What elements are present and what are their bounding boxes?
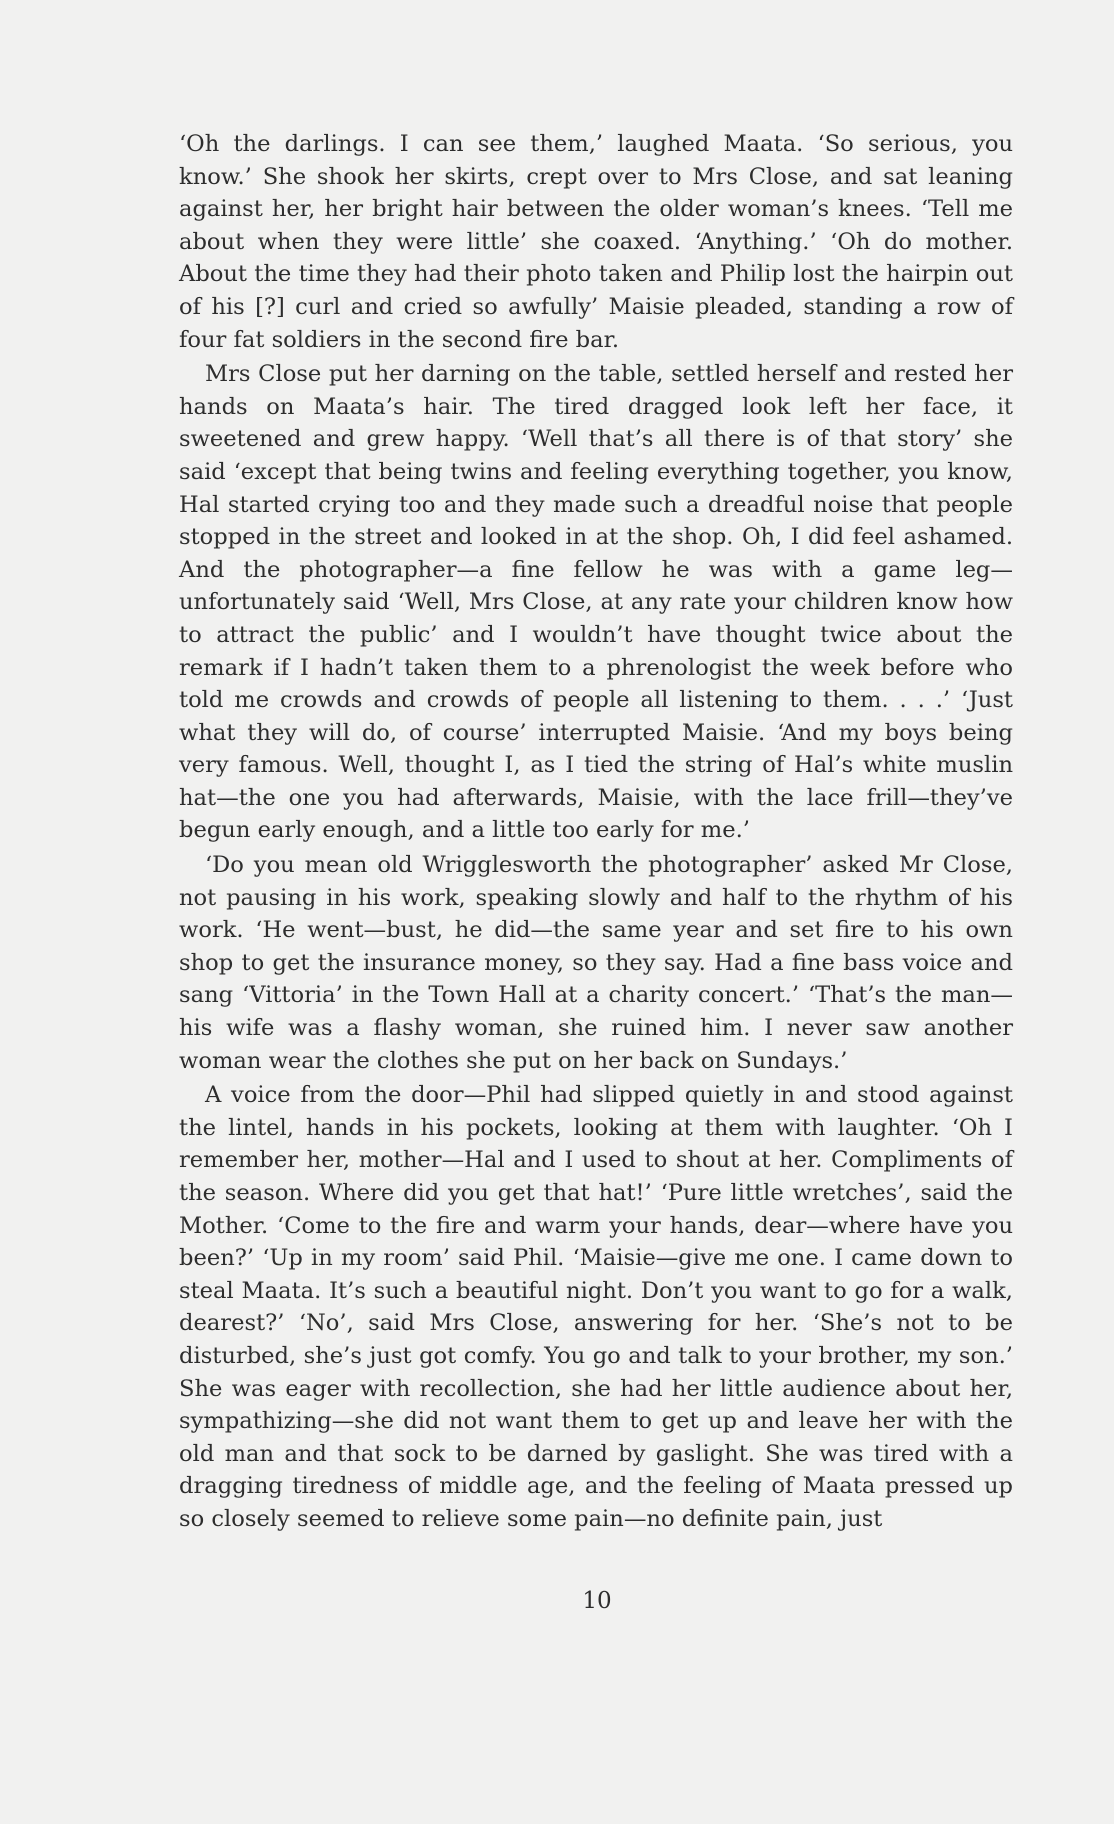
paragraph-1: ‘Oh the darlings. I can see them,’ laughed Maata. ‘So serious, you know.’ She shook her skirts, crept over to Mrs Close, and sat leaning against her, her bright hair between the older woman’s knees. ‘Tell me about when they were little’ she coaxed. ‘Anything.’ ‘Oh do mother. About the time they had their photo taken and Philip lost the hairpin out of his [?] curl and cried so awfully’ Maisie pleaded, standing a row of four fat soldiers in the second fire bar. — [179, 131, 1013, 353]
page-number: 10 — [582, 1588, 612, 1614]
paragraph-3: ‘Do you mean old Wrigglesworth the photographer’ asked Mr Close, not pausing in his work, speaking slowly and half to the rhythm of his work. ‘He went—bust, he did—the same year and set fire to his own shop to get the insurance money, so they say. Had a fine bass voice and sang ‘Vittoria’ in the Town Hall at a charity concert.’ ‘That’s the man—his wife was a flashy woman, she ruined him. I never saw another woman wear the clothes she put on her back on Sundays.’ — [179, 852, 1013, 1074]
paragraph-4: A voice from the door—Phil had slipped quietly in and stood against the lintel, hands in his pockets, looking at them with laughter. ‘Oh I remember her, mother—Hal and I used to shout at her. Compliments of the season. Where did you get that hat!’ ‘Pure little wretches’, said the Mother. ‘Come to the fire and warm your hands, dear—where have you been?’ ‘Up in my room’ said Phil. ‘Maisie—give me one. I came down to steal Maata. It’s such a beautiful night. Don’t you want to go for a walk, dearest?’ ‘No’, said Mrs Close, answering for her. ‘She’s not to be disturbed, she’s just got comfy. You go and talk to your brother, my son.’ She was eager with recollection, she had her little audience about her, sympathizing—she did not want them to get up and leave her with the old man and that sock to be darned by gaslight. She was tired with a dragging tiredness of middle age, and the feeling of Maata pressed up so closely seemed to relieve some pain—no definite pain, just — [179, 1082, 1013, 1532]
paragraph-2: Mrs Close put her darning on the table, settled herself and rested her hands on Maata’s hair. The tired dragged look left her face, it sweetened and grew happy. ‘Well that’s all there is of that story’ she said ‘except that being twins and feeling everything together, you know, Hal started crying too and they made such a dreadful noise that people stopped in the street and looked in at the shop. Oh, I did feel ashamed. And the photographer—a fine fellow he was with a game leg—unfortunately said ‘Well, Mrs Close, at any rate your children know how to attract the public’ and I wouldn’t have thought twice about the remark if I hadn’t taken them to a phrenologist the week before who told me crowds and crowds of people all listening to them. . . .’ ‘Just what they will do, of course’ interrupted Maisie. ‘And my boys being very famous. Well, thought I, as I tied the string of Hal’s white muslin hat—the one you had afterwards, Maisie, with the lace frill—they’ve begun early enough, and a little too early for me.’ — [179, 361, 1013, 844]
body-text — [179, 128, 1013, 1538]
